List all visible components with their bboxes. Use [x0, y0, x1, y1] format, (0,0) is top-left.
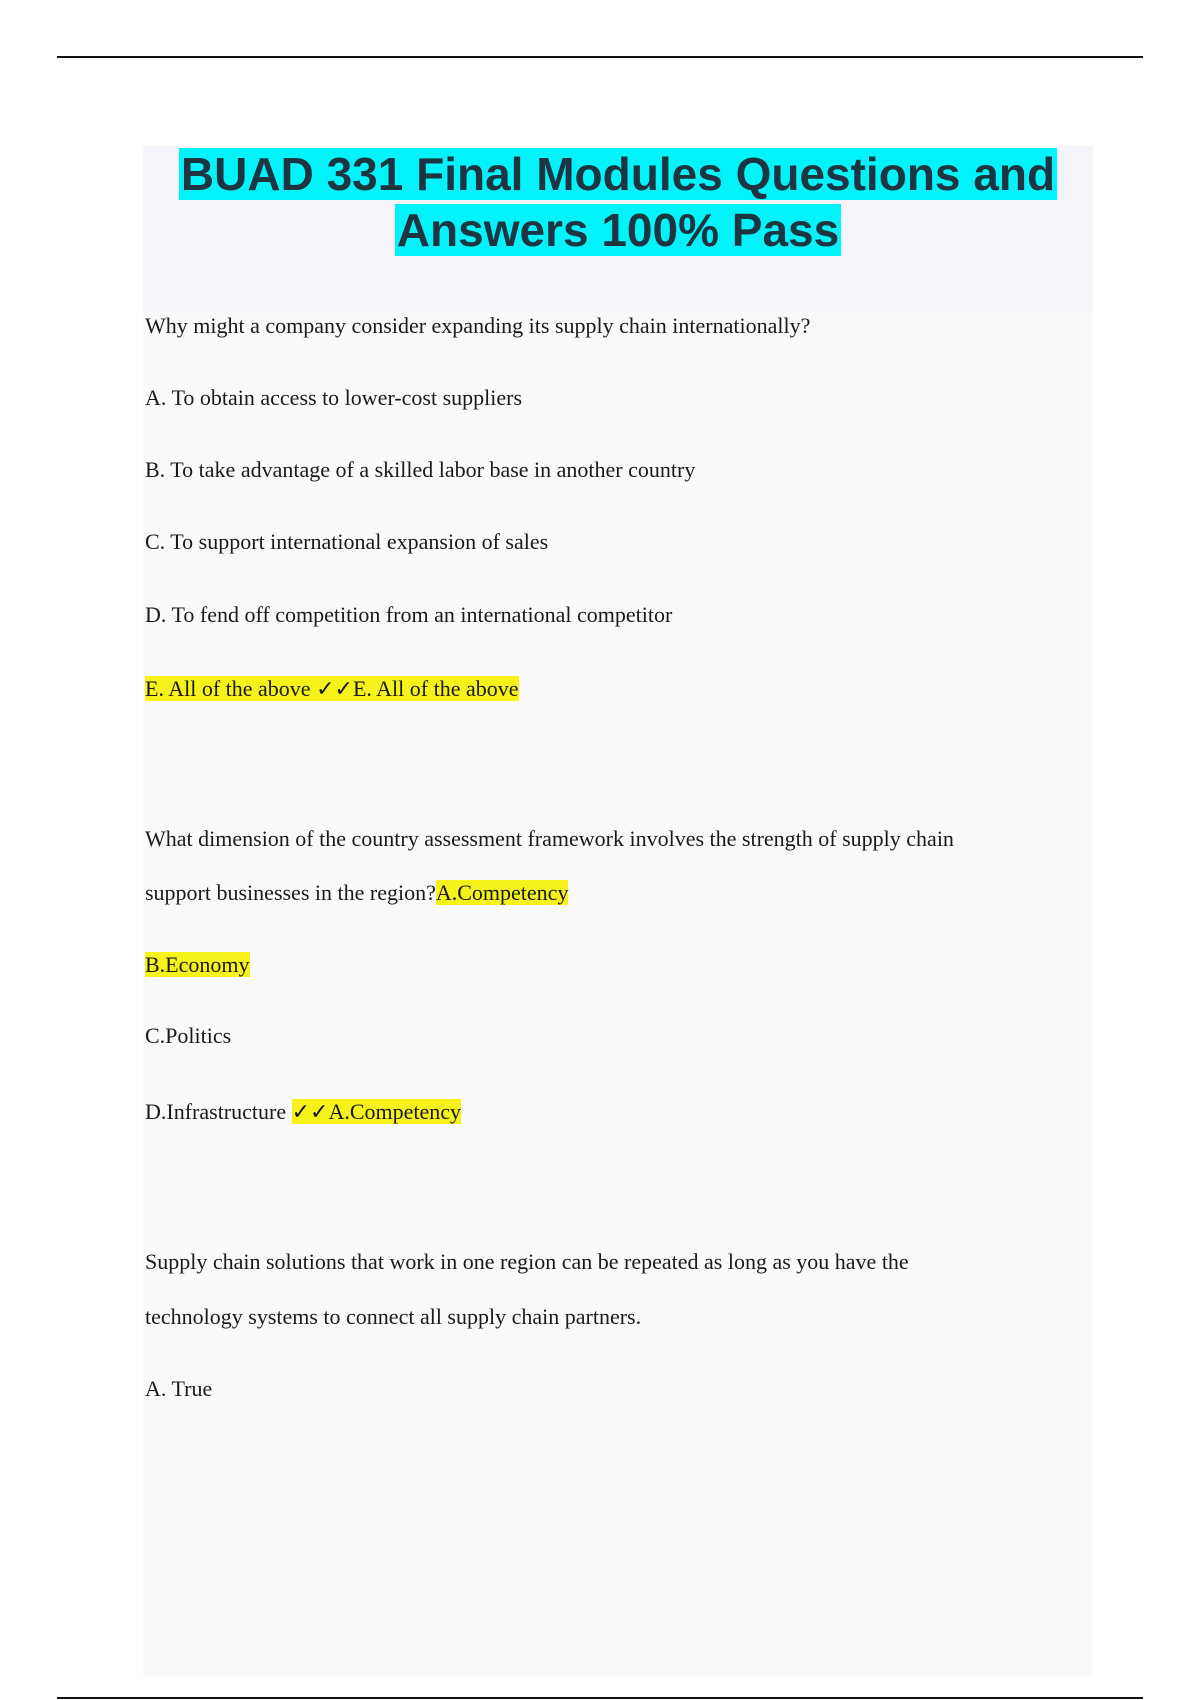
- question-2-option-a: A.Competency: [435, 880, 569, 905]
- page-body: [143, 146, 1093, 1676]
- question-2-option-d: D.Infrastructure: [145, 1099, 287, 1124]
- question-1-option-c: C. To support international expansion of sales: [145, 529, 549, 554]
- question-2-answer-line: [145, 1097, 461, 1127]
- question-1-option-b: B. To take advantage of a skilled labor base in another country: [145, 457, 696, 482]
- document-title: [143, 146, 1093, 258]
- question-2-option-b-line: [145, 950, 250, 980]
- question-1-prompt: Why might a company consider expanding its supply chain internationally?: [145, 313, 811, 338]
- question-1-answer-line: [145, 674, 519, 704]
- question-2-prompt-line-1: What dimension of the country assessment framework involves the strength of supply chain: [145, 826, 954, 851]
- question-3-prompt-line-1: Supply chain solutions that work in one region can be repeated as long as you have the: [145, 1249, 909, 1274]
- question-3-prompt-line-2: technology systems to connect all supply chain partners.: [145, 1304, 642, 1329]
- question-2-answer: ✓✓A.Competency: [291, 1099, 462, 1124]
- question-2-option-b: B.Economy: [145, 952, 250, 977]
- title-line-2: Answers 100% Pass: [396, 204, 840, 256]
- question-2-prompt-text: support businesses in the region?: [145, 880, 436, 905]
- top-rule: [57, 56, 1143, 58]
- title-line-1: BUAD 331 Final Modules Questions and: [180, 148, 1056, 200]
- question-1-answer: ✓✓E. All of the above: [316, 676, 519, 701]
- question-2-prompt-line-2: [145, 878, 568, 908]
- question-3-option-a: A. True: [145, 1376, 213, 1401]
- question-1-option-d: D. To fend off competition from an international competitor: [145, 602, 673, 627]
- bottom-rule: [57, 1697, 1143, 1699]
- question-1-option-a: A. To obtain access to lower-cost suppliers: [145, 385, 523, 410]
- question-2-option-c: C.Politics: [145, 1023, 232, 1048]
- question-1-option-e: E. All of the above: [145, 676, 311, 701]
